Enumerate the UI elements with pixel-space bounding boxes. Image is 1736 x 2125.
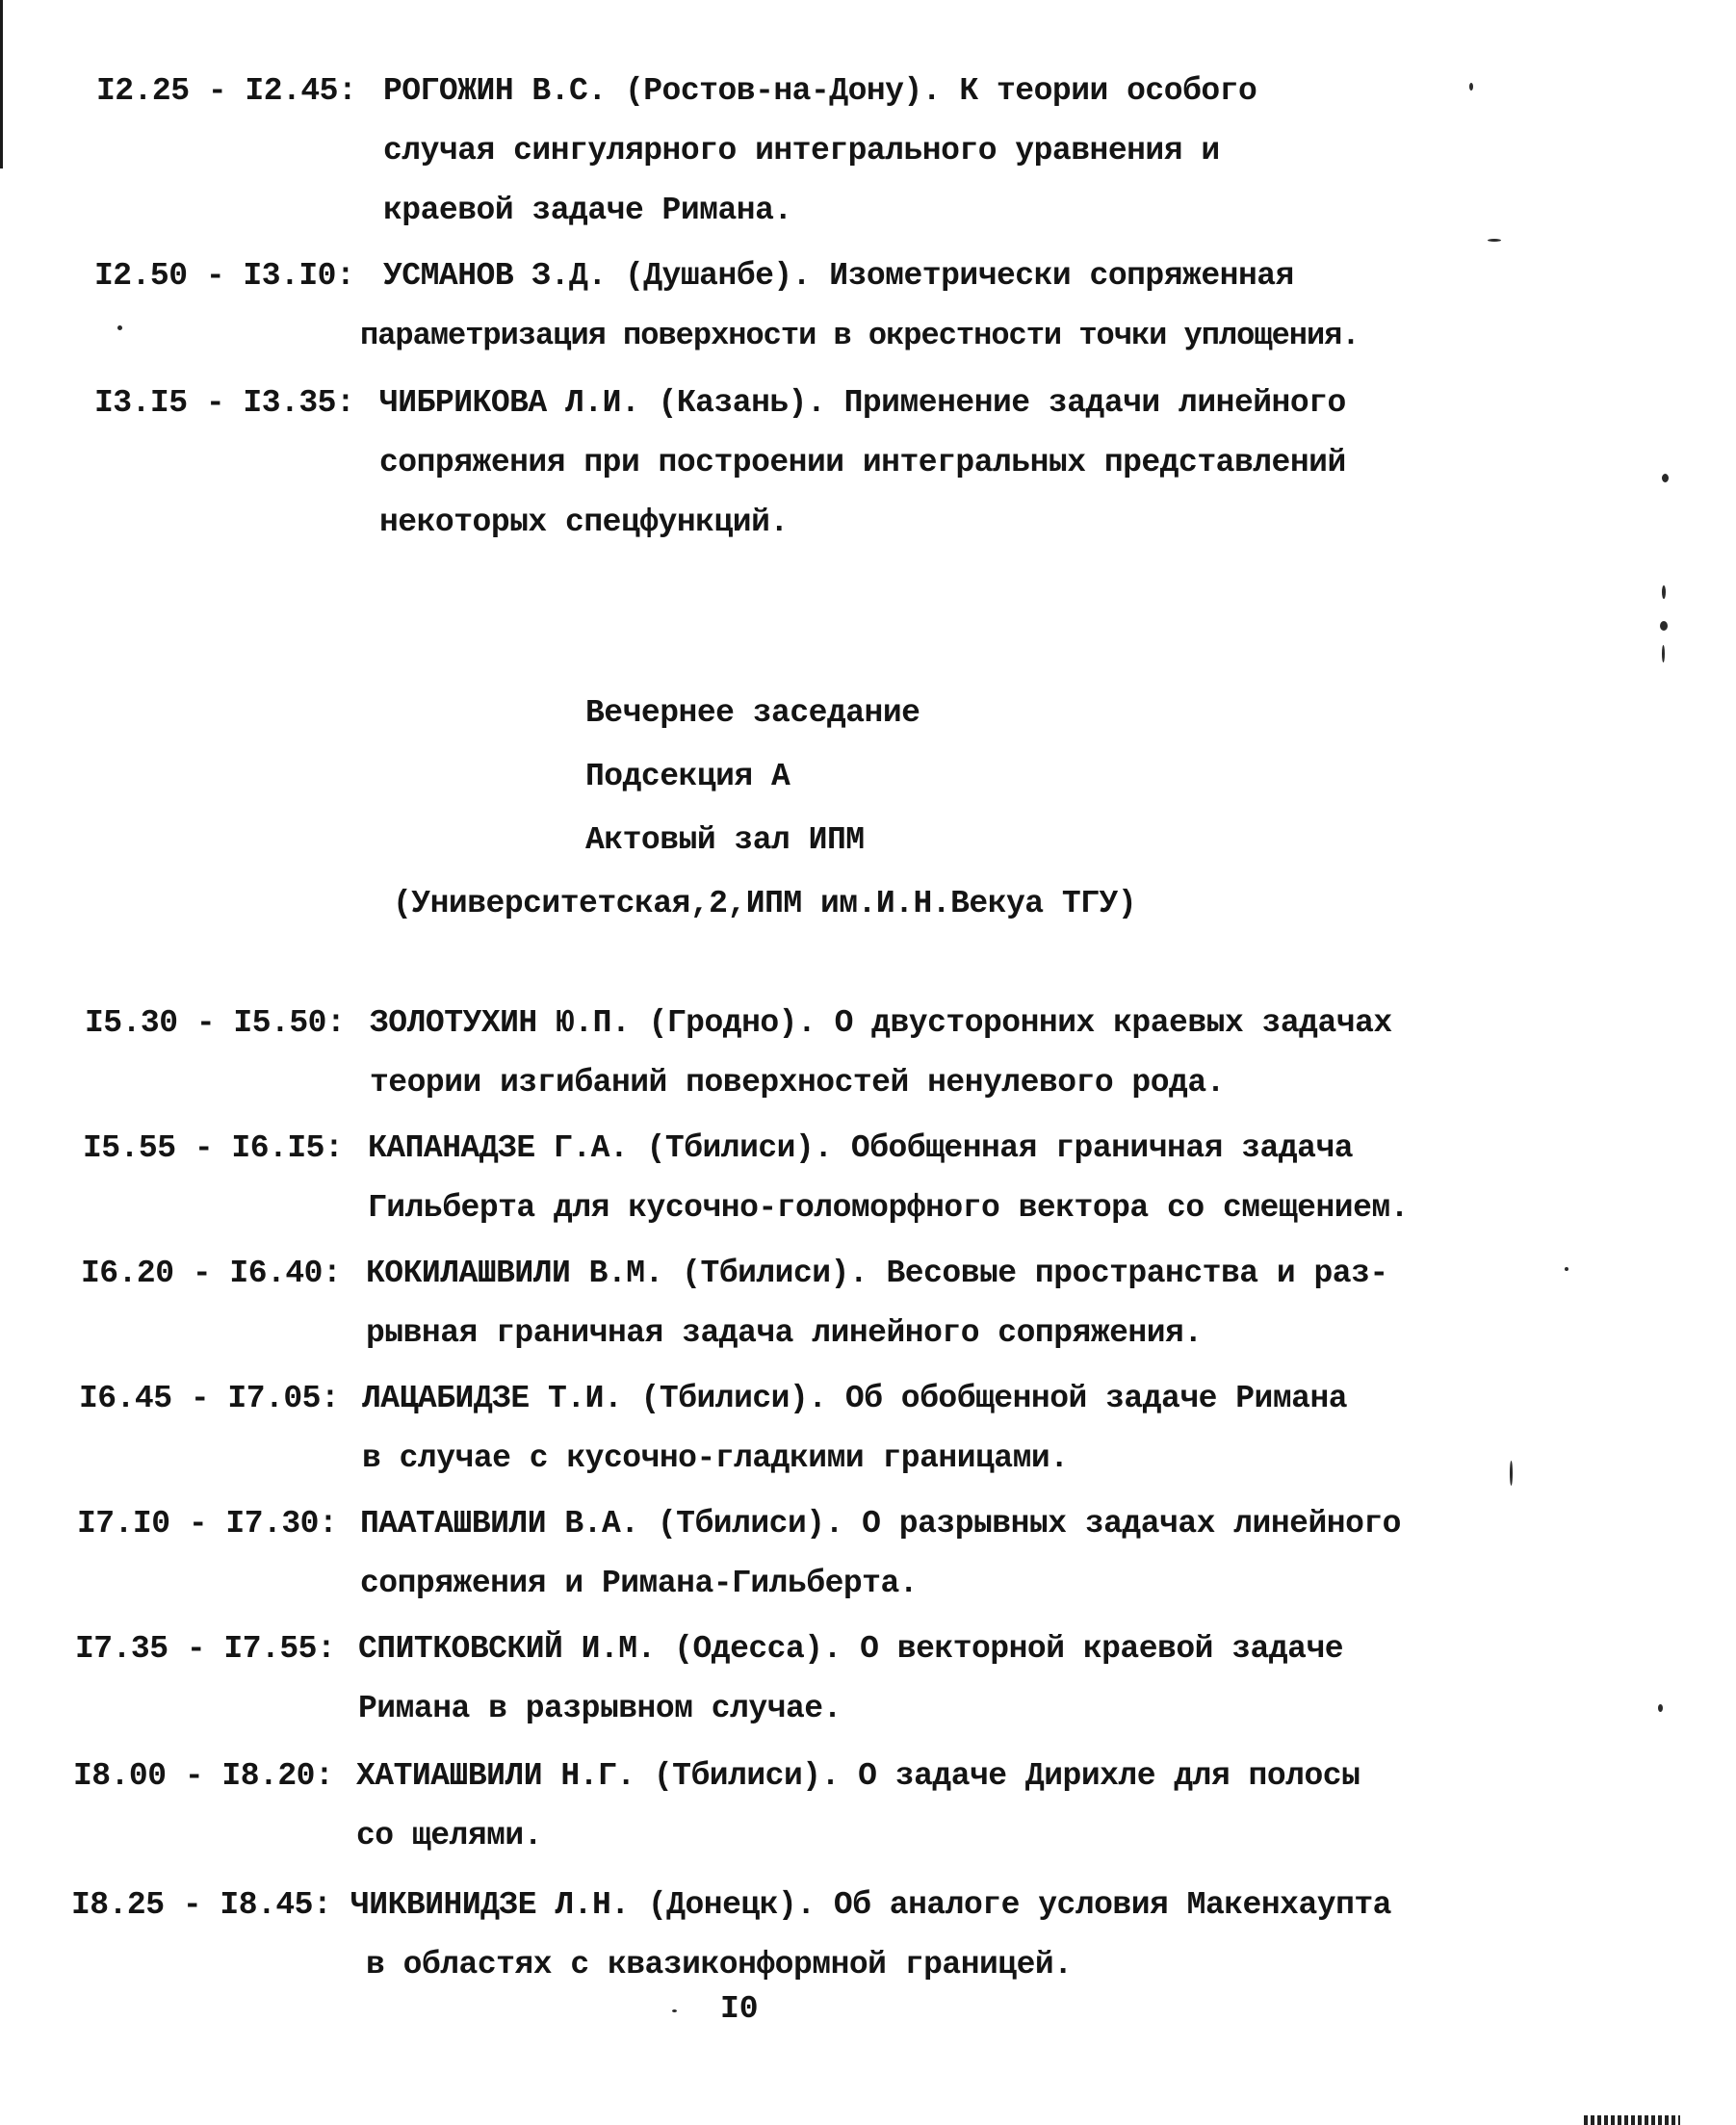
entry-time: I3.I5 - I3.35: bbox=[94, 385, 355, 421]
schedule-entry bbox=[96, 62, 1695, 241]
entry-text-line: ПААТАШВИЛИ В.А. (Тбилиси). О разрывных задачах линейного bbox=[360, 1506, 1401, 1542]
entry-text-line: случая сингулярного интегрального уравнения и bbox=[383, 133, 1220, 168]
entry-time: I7.35 - I7.55: bbox=[75, 1631, 336, 1667]
entry-time: I5.30 - I5.50: bbox=[85, 1005, 346, 1041]
session-title: Вечернее заседание bbox=[585, 695, 920, 731]
entry-time: I2.25 - I2.45: bbox=[96, 73, 357, 109]
entry-text-line: СПИТКОВСКИЙ И.М. (Одесса). О векторной краевой задаче bbox=[358, 1631, 1344, 1667]
entry-time: I8.25 - I8.45: bbox=[71, 1887, 332, 1923]
entry-text-line: параметризация поверхности в окрестности точки уплощения. bbox=[360, 318, 1360, 353]
entry-text-line: сопряжения при построении интегральных представлений bbox=[379, 445, 1346, 480]
entry-text-line: КОКИЛАШВИЛИ В.М. (Тбилиси). Весовые пространства и раз- bbox=[366, 1256, 1388, 1291]
entry-time: I7.I0 - I7.30: bbox=[77, 1506, 338, 1542]
scan-speck bbox=[1660, 621, 1668, 631]
session-address: (Университетская,2,ИПМ им.И.Н.Векуа ТГУ) bbox=[393, 886, 1137, 921]
entry-text-line: ЧИБРИКОВА Л.И. (Казань). Применение задачи линейного bbox=[379, 385, 1346, 421]
schedule-entry bbox=[85, 994, 1702, 1113]
schedule-entry bbox=[77, 1494, 1704, 1614]
entry-text-line: Римана в разрывном случае. bbox=[358, 1691, 842, 1726]
schedule-entry bbox=[79, 1369, 1697, 1489]
entry-text-line: со щелями. bbox=[356, 1818, 543, 1853]
entry-text-line: КАПАНАДЗЕ Г.А. (Тбилиси). Обобщенная граничная задача bbox=[368, 1130, 1354, 1166]
entry-text-line: краевой задаче Римана. bbox=[383, 193, 792, 228]
entry-text-line: рывная граничная задача линейного сопряжения. bbox=[366, 1315, 1203, 1351]
entry-text-line: в случае с кусочно-гладкими границами. bbox=[362, 1440, 1069, 1476]
entry-text-line: в областях с квазиконформной границей. bbox=[366, 1947, 1073, 1982]
entry-text-line: сопряжения и Римана-Гильберта. bbox=[360, 1566, 919, 1601]
entry-time: I6.45 - I7.05: bbox=[79, 1381, 340, 1416]
schedule-entry bbox=[71, 1876, 1708, 1995]
entry-text-line: РОГОЖИН В.С. (Ростов-на-Дону). К теории особого bbox=[383, 73, 1257, 109]
entry-text-line: ЗОЛОТУХИН Ю.П. (Гродно). О двусторонних краевых задачах bbox=[370, 1005, 1392, 1041]
entry-text-line: ХАТИАШВИЛИ Н.Г. (Тбилиси). О задаче Дирихле для полосы bbox=[356, 1758, 1360, 1794]
scan-edge-mark bbox=[0, 0, 3, 168]
entry-text-line: УСМАНОВ З.Д. (Душанбе). Изометрически сопряженная bbox=[383, 258, 1294, 294]
entry-text-line: Гильберта для кусочно-голоморфного вектора со смещением. bbox=[368, 1190, 1409, 1226]
entry-time: I5.55 - I6.I5: bbox=[83, 1130, 344, 1166]
entry-time: I6.20 - I6.40: bbox=[81, 1256, 342, 1291]
entry-text-line: некоторых спецфункций. bbox=[379, 505, 789, 540]
session-subsection: Подсекция А bbox=[585, 759, 790, 794]
scan-speck bbox=[1662, 645, 1665, 662]
scan-speck bbox=[672, 2009, 677, 2012]
schedule-entry bbox=[83, 1119, 1700, 1238]
schedule-entry bbox=[94, 374, 1693, 553]
session-room: Актовый зал ИПМ bbox=[585, 822, 865, 858]
entry-text-line: ЧИКВИНИДЗЕ Л.Н. (Донецк). Об аналоге условия Макенхаупта bbox=[350, 1887, 1391, 1923]
scan-corner-mark bbox=[1584, 2115, 1680, 2125]
entry-time: I8.00 - I8.20: bbox=[73, 1758, 334, 1794]
scan-speck bbox=[1662, 585, 1666, 599]
schedule-entry bbox=[94, 246, 1693, 366]
entry-text-line: теории изгибаний поверхностей ненулевого рода. bbox=[370, 1065, 1225, 1101]
schedule-entry bbox=[75, 1620, 1702, 1739]
page-number: I0 bbox=[720, 1991, 759, 2027]
entry-text-line: ЛАЦАБИДЗЕ Т.И. (Тбилиси). Об обобщенной задаче Римана bbox=[362, 1381, 1348, 1416]
schedule-entry bbox=[81, 1244, 1698, 1363]
schedule-entry bbox=[73, 1747, 1700, 1866]
entry-time: I2.50 - I3.I0: bbox=[94, 258, 355, 294]
